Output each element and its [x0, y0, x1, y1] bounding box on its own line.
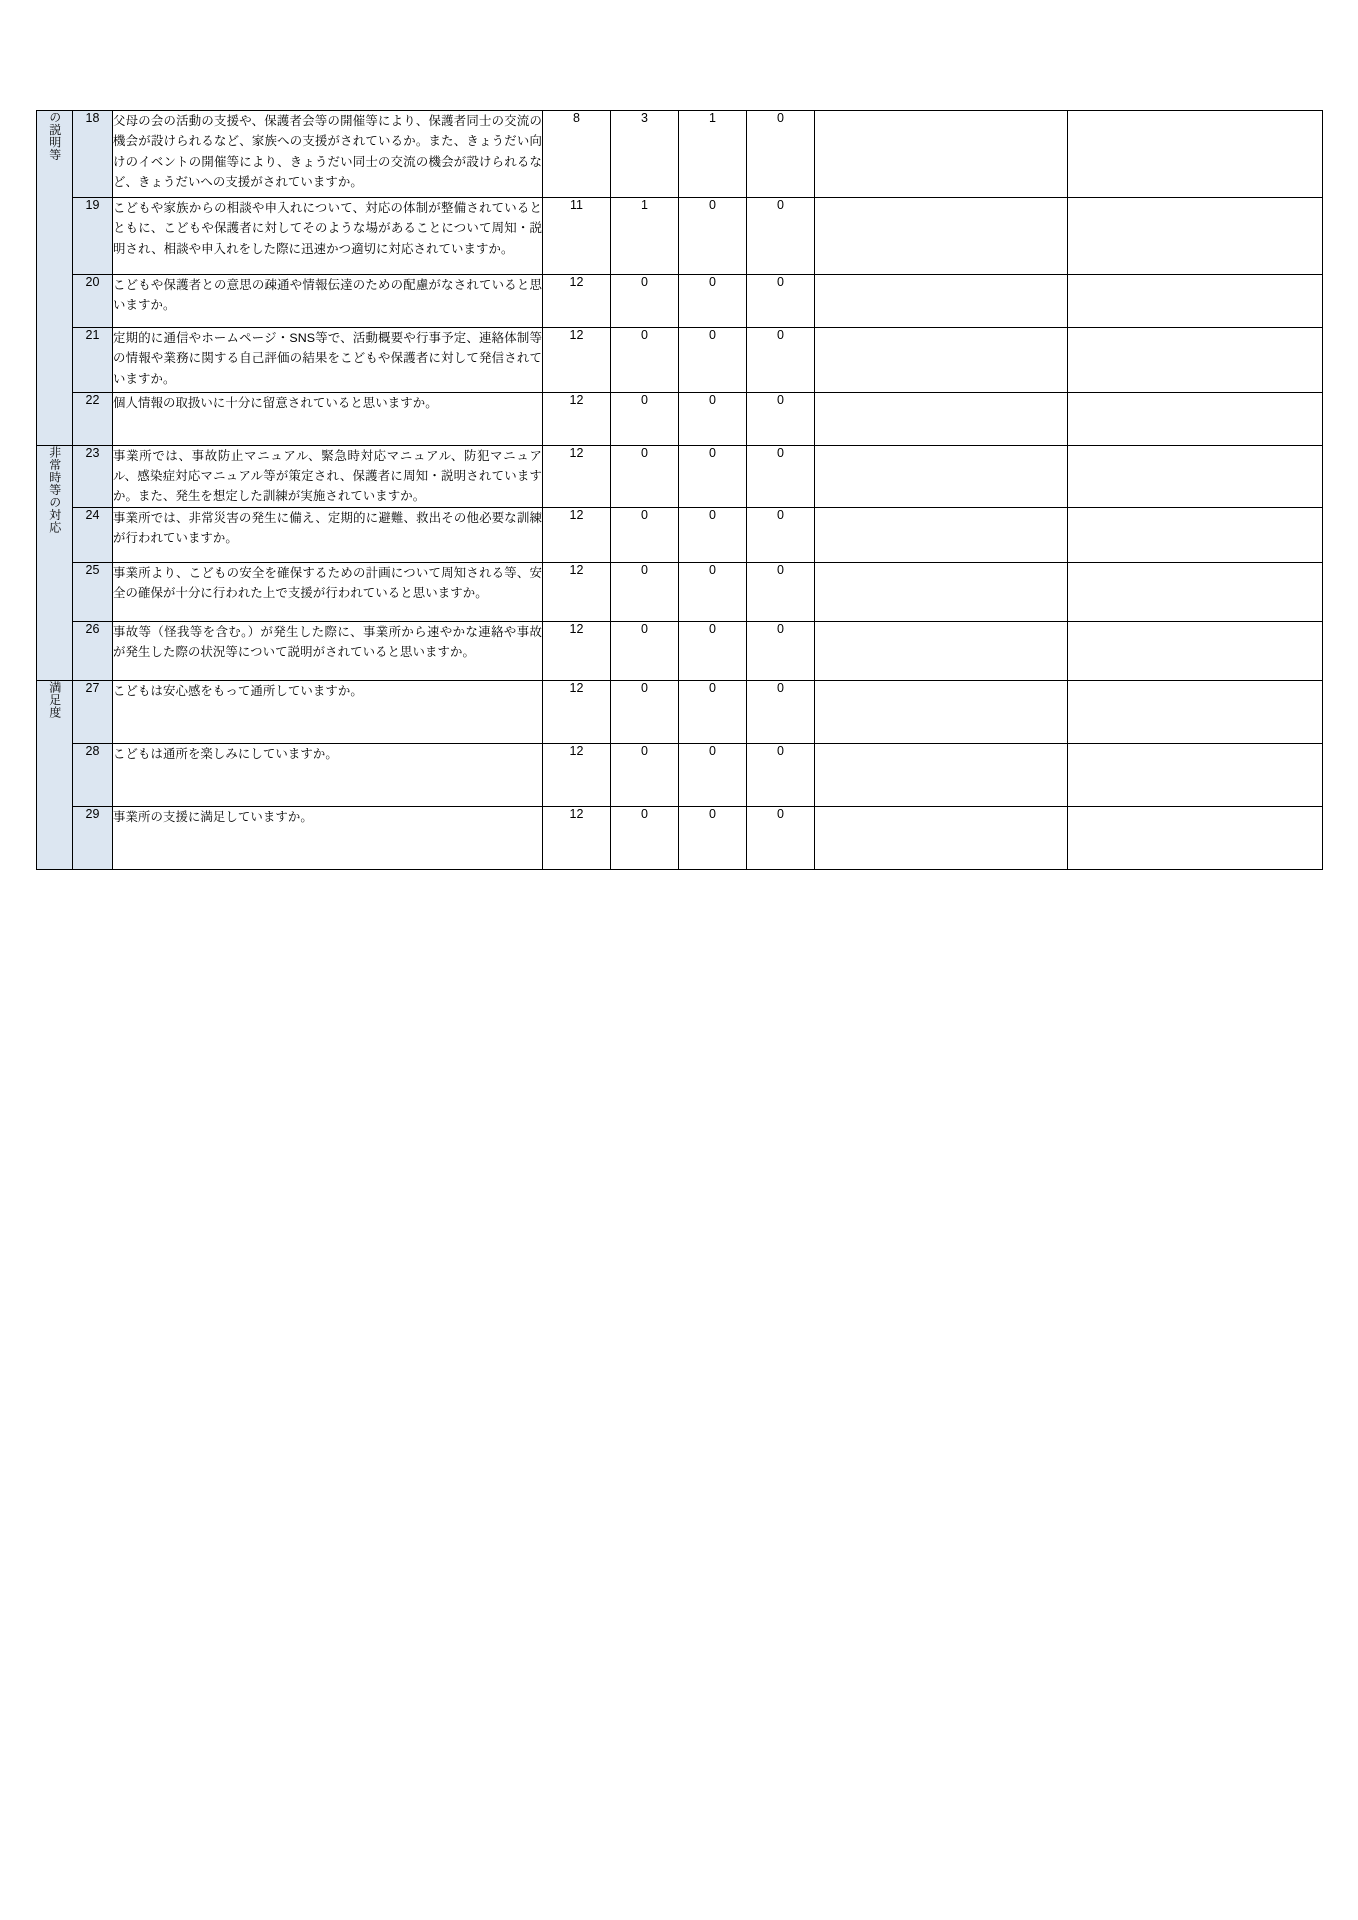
question-text: こどもは安心感をもって通所していますか。: [113, 680, 543, 743]
response-cell: [1068, 393, 1323, 446]
answer-yes: 12: [543, 806, 611, 869]
answer-unknown: 0: [747, 806, 815, 869]
response-cell: [1068, 275, 1323, 328]
answer-neutral: 1: [611, 198, 679, 275]
row-number: 22: [73, 393, 113, 446]
answer-unknown: 0: [747, 328, 815, 393]
question-text: 個人情報の取扱いに十分に留意されていると思いますか。: [113, 393, 543, 446]
answer-yes: 8: [543, 111, 611, 198]
question-text: こどもは通所を楽しみにしていますか。: [113, 743, 543, 806]
question-text: こどもや保護者との意思の疎通や情報伝達のための配慮がなされていると思いますか。: [113, 275, 543, 328]
answer-no: 1: [679, 111, 747, 198]
table-row: [37, 743, 1323, 806]
answer-yes: 12: [543, 446, 611, 508]
answer-yes: 12: [543, 562, 611, 621]
answer-neutral: 0: [611, 507, 679, 562]
response-cell: [1068, 446, 1323, 508]
question-text: こどもや家族からの相談や申入れについて、対応の体制が整備されているとともに、こどもや保護者に対してそのような場があることについて周知・説明され、相談や申入れをした際に迅速かつ適切に対応されていますか。: [113, 198, 543, 275]
category-label: 非常時等の対応: [47, 446, 62, 534]
comment-cell: [815, 806, 1068, 869]
answer-no: 0: [679, 328, 747, 393]
question-text: 父母の会の活動の支援や、保護者会等の開催等により、保護者同士の交流の機会が設けられるなど、家族への支援がされているか。また、きょうだい向けのイベントの開催等により、きょうだい同士の交流の機会が設けられるなど、きょうだいへの支援がされていますか。: [113, 111, 543, 198]
response-cell: [1068, 198, 1323, 275]
comment-cell: [815, 621, 1068, 680]
row-number: 19: [73, 198, 113, 275]
answer-no: 0: [679, 743, 747, 806]
answer-neutral: 0: [611, 393, 679, 446]
answer-unknown: 0: [747, 111, 815, 198]
comment-cell: [815, 111, 1068, 198]
answer-yes: 12: [543, 743, 611, 806]
row-number: 23: [73, 446, 113, 508]
comment-cell: [815, 446, 1068, 508]
response-cell: [1068, 743, 1323, 806]
question-text: 事業所の支援に満足していますか。: [113, 806, 543, 869]
answer-yes: 12: [543, 393, 611, 446]
table-row: [37, 806, 1323, 869]
answer-unknown: 0: [747, 507, 815, 562]
response-cell: [1068, 562, 1323, 621]
row-number: 21: [73, 328, 113, 393]
response-cell: [1068, 328, 1323, 393]
answer-no: 0: [679, 275, 747, 328]
row-number: 29: [73, 806, 113, 869]
answer-no: 0: [679, 621, 747, 680]
answer-neutral: 0: [611, 562, 679, 621]
comment-cell: [815, 198, 1068, 275]
answer-yes: 12: [543, 621, 611, 680]
answer-neutral: 0: [611, 806, 679, 869]
survey-table-container: [36, 110, 1322, 870]
answer-neutral: 0: [611, 275, 679, 328]
comment-cell: [815, 507, 1068, 562]
table-row: [37, 111, 1323, 198]
comment-cell: [815, 275, 1068, 328]
answer-yes: 12: [543, 680, 611, 743]
question-text: 事業所より、こどもの安全を確保するための計画について周知される等、安全の確保が十分に行われた上で支援が行われていると思いますか。: [113, 562, 543, 621]
row-number: 26: [73, 621, 113, 680]
table-row: [37, 562, 1323, 621]
row-number: 18: [73, 111, 113, 198]
question-text: 事故等（怪我等を含む。）が発生した際に、事業所から速やかな連絡や事故が発生した際の状況等について説明がされていると思いますか。: [113, 621, 543, 680]
answer-yes: 12: [543, 507, 611, 562]
answer-unknown: 0: [747, 198, 815, 275]
row-number: 27: [73, 680, 113, 743]
response-cell: [1068, 621, 1323, 680]
table-row: [37, 621, 1323, 680]
answer-unknown: 0: [747, 393, 815, 446]
answer-neutral: 3: [611, 111, 679, 198]
row-number: 24: [73, 507, 113, 562]
answer-neutral: 0: [611, 328, 679, 393]
table-row: [37, 680, 1323, 743]
comment-cell: [815, 680, 1068, 743]
comment-cell: [815, 328, 1068, 393]
comment-cell: [815, 393, 1068, 446]
survey-results-table: [36, 110, 1323, 870]
answer-unknown: 0: [747, 446, 815, 508]
row-number: 28: [73, 743, 113, 806]
answer-neutral: 0: [611, 446, 679, 508]
answer-no: 0: [679, 198, 747, 275]
response-cell: [1068, 680, 1323, 743]
answer-neutral: 0: [611, 743, 679, 806]
answer-no: 0: [679, 507, 747, 562]
answer-no: 0: [679, 446, 747, 508]
answer-no: 0: [679, 806, 747, 869]
answer-neutral: 0: [611, 680, 679, 743]
response-cell: [1068, 507, 1323, 562]
answer-neutral: 0: [611, 621, 679, 680]
table-row: [37, 446, 1323, 508]
answer-no: 0: [679, 562, 747, 621]
answer-unknown: 0: [747, 680, 815, 743]
table-row: [37, 328, 1323, 393]
category-cell: [37, 680, 73, 869]
answer-yes: 12: [543, 328, 611, 393]
answer-unknown: 0: [747, 275, 815, 328]
category-cell: [37, 111, 73, 446]
table-row: [37, 275, 1323, 328]
response-cell: [1068, 111, 1323, 198]
answer-unknown: 0: [747, 562, 815, 621]
category-cell: [37, 446, 73, 681]
question-text: 定期的に通信やホームページ・SNS等で、活動概要や行事予定、連絡体制等の情報や業務に関する自己評価の結果をこどもや保護者に対して発信されていますか。: [113, 328, 543, 393]
answer-no: 0: [679, 680, 747, 743]
comment-cell: [815, 743, 1068, 806]
answer-unknown: 0: [747, 621, 815, 680]
table-row: [37, 393, 1323, 446]
answer-no: 0: [679, 393, 747, 446]
comment-cell: [815, 562, 1068, 621]
question-text: 事業所では、事故防止マニュアル、緊急時対応マニュアル、防犯マニュアル、感染症対応マニュアル等が策定され、保護者に周知・説明されていますか。また、発生を想定した訓練が実施されていますか。: [113, 446, 543, 508]
answer-unknown: 0: [747, 743, 815, 806]
answer-yes: 11: [543, 198, 611, 275]
table-row: [37, 198, 1323, 275]
category-label: の説明等: [47, 111, 62, 161]
question-text: 事業所では、非常災害の発生に備え、定期的に避難、救出その他必要な訓練が行われていますか。: [113, 507, 543, 562]
table-row: [37, 507, 1323, 562]
response-cell: [1068, 806, 1323, 869]
answer-yes: 12: [543, 275, 611, 328]
row-number: 25: [73, 562, 113, 621]
category-label: 満足度: [47, 680, 62, 719]
row-number: 20: [73, 275, 113, 328]
